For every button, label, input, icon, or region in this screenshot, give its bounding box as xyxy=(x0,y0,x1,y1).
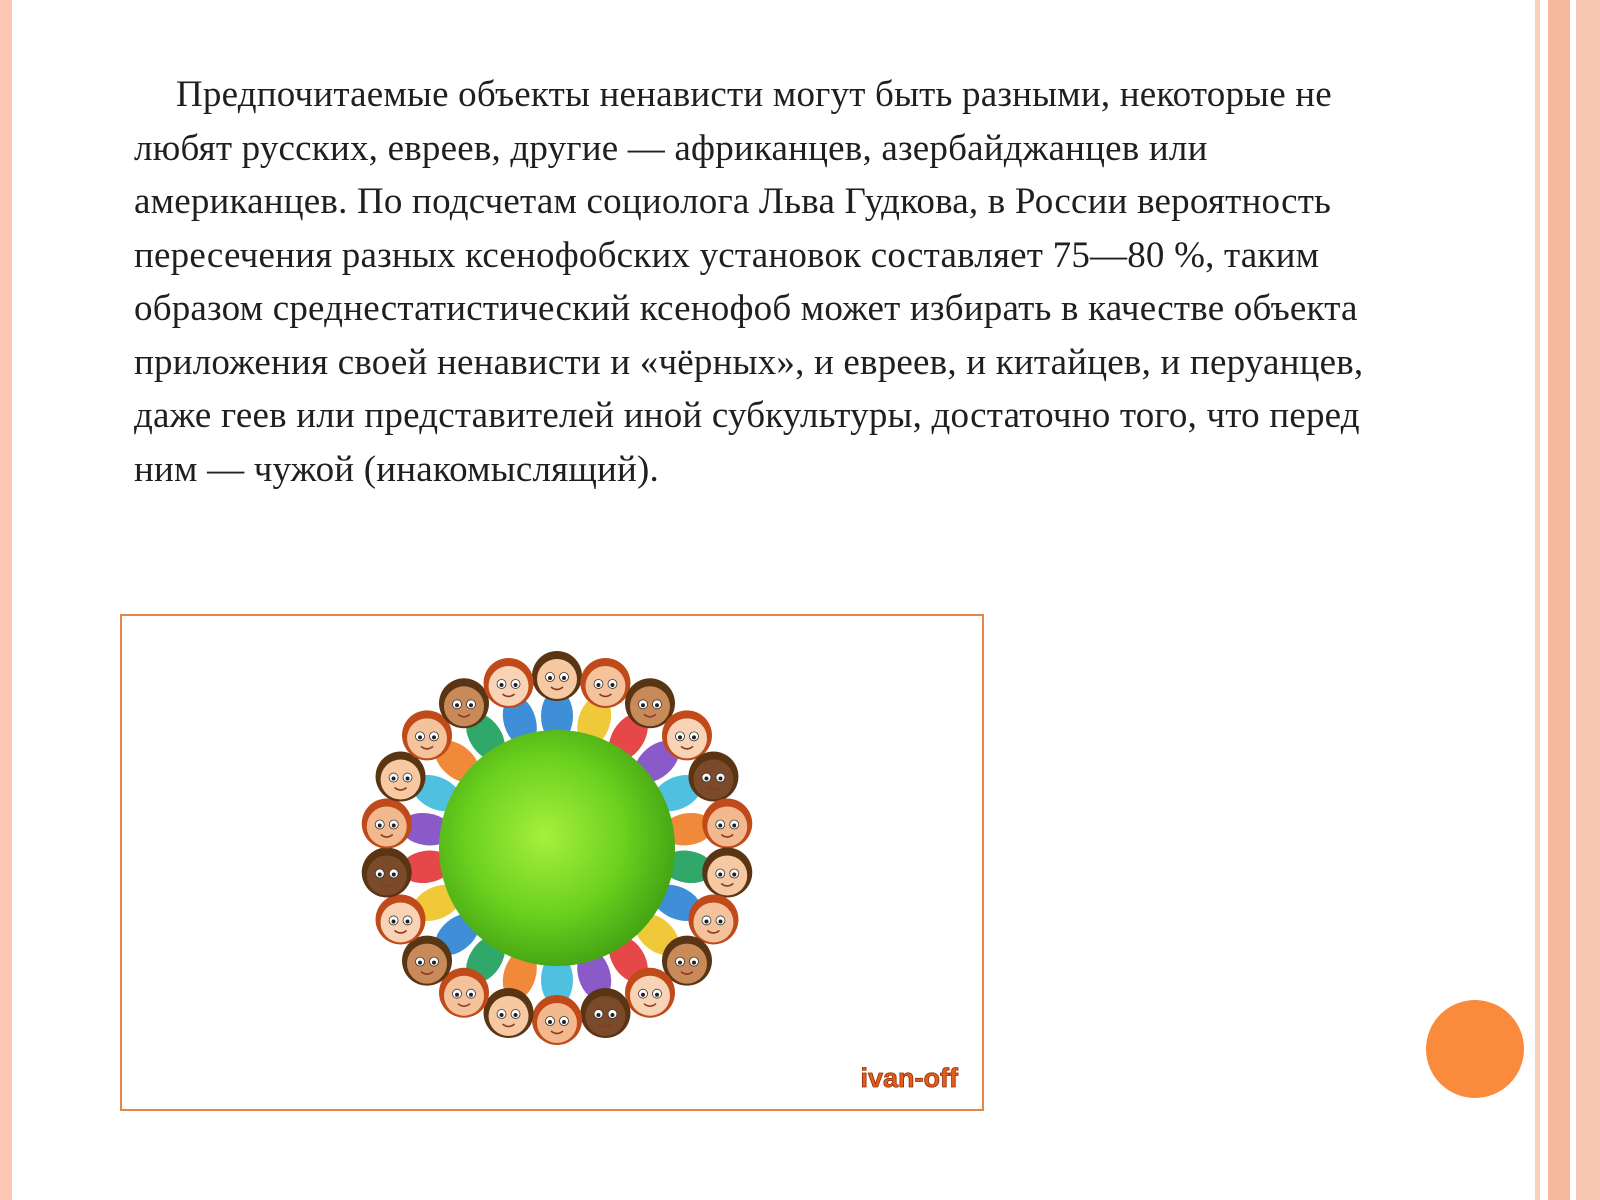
child-pupil xyxy=(514,683,518,687)
child-pupil xyxy=(718,777,722,781)
child-face xyxy=(407,944,447,984)
child-pupil xyxy=(596,683,600,687)
child-face xyxy=(489,996,529,1036)
child-face xyxy=(585,666,625,706)
child-pupil xyxy=(392,824,396,828)
slide-paragraph: Предпочитаемые объекты ненависти могут быть разными, некоторые не любят русских, евреев, другие — африканцев, азербайджанцев или американцев. По подсчетам социолога Льва Гудкова, в России вероятность пересечения разных ксенофобских установок составляет 75—80 %, таким образом среднестатистический ксенофоб может избирать в качестве объекта приложения своей ненависти и «чёрных», и евреев, и китайцев, и перуанцев, даже геев или представителей иной субкультуры, достаточно того, что перед ним — чужой (инакомыслящий). xyxy=(134,74,1364,490)
right-decorative-gap-1 xyxy=(1540,0,1548,1200)
child-pupil xyxy=(548,676,552,680)
child-pupil xyxy=(610,683,614,687)
child-face xyxy=(381,760,421,800)
child-pupil xyxy=(596,1013,600,1017)
child-pupil xyxy=(455,993,459,997)
child-pupil xyxy=(641,703,645,707)
child-pupil xyxy=(500,683,504,687)
green-planet xyxy=(439,730,675,966)
decorative-orange-circle xyxy=(1426,1000,1524,1098)
child-pupil xyxy=(692,735,696,739)
child-pupil xyxy=(718,919,722,923)
child-face xyxy=(630,976,670,1016)
kids-around-planet-illustration xyxy=(122,616,982,1109)
child-pupil xyxy=(378,824,382,828)
child-face xyxy=(489,666,529,706)
child-pupil xyxy=(548,1020,552,1024)
child-pupil xyxy=(378,872,382,876)
child-face xyxy=(367,807,407,847)
child-pupil xyxy=(514,1013,518,1017)
child-face xyxy=(693,760,733,800)
child-pupil xyxy=(392,777,396,781)
right-decorative-stripe-2 xyxy=(1548,0,1570,1200)
child-pupil xyxy=(704,777,708,781)
child-pupil xyxy=(641,993,645,997)
child-pupil xyxy=(692,961,696,965)
child-pupil xyxy=(732,872,736,876)
child-face xyxy=(381,902,421,942)
child-face xyxy=(707,807,747,847)
ivan-off-watermark xyxy=(861,1063,960,1093)
child-pupil xyxy=(418,735,422,739)
child-figure xyxy=(532,651,582,742)
child-face xyxy=(630,686,670,726)
child-pupil xyxy=(732,824,736,828)
child-pupil xyxy=(469,703,473,707)
right-decorative-stripe-3 xyxy=(1576,0,1600,1200)
child-pupil xyxy=(718,872,722,876)
child-pupil xyxy=(455,703,459,707)
child-pupil xyxy=(392,872,396,876)
child-pupil xyxy=(392,919,396,923)
child-pupil xyxy=(562,1020,566,1024)
child-pupil xyxy=(678,961,682,965)
child-face xyxy=(367,855,407,895)
child-pupil xyxy=(432,735,436,739)
illustration-frame xyxy=(120,614,984,1111)
left-decorative-stripe xyxy=(0,0,12,1200)
child-pupil xyxy=(562,676,566,680)
child-pupil xyxy=(704,919,708,923)
child-pupil xyxy=(406,777,410,781)
watermark-text: ivan-off xyxy=(860,1063,958,1093)
child-pupil xyxy=(406,919,410,923)
child-face xyxy=(667,944,707,984)
child-pupil xyxy=(432,961,436,965)
child-pupil xyxy=(469,993,473,997)
child-face xyxy=(693,902,733,942)
child-figure xyxy=(532,954,582,1045)
child-face xyxy=(407,718,447,758)
child-pupil xyxy=(610,1013,614,1017)
child-pupil xyxy=(655,993,659,997)
child-face xyxy=(444,686,484,726)
child-pupil xyxy=(418,961,422,965)
child-pupil xyxy=(678,735,682,739)
child-pupil xyxy=(655,703,659,707)
child-face xyxy=(444,976,484,1016)
child-face xyxy=(537,1003,577,1043)
child-face xyxy=(585,996,625,1036)
child-face xyxy=(537,659,577,699)
child-pupil xyxy=(718,824,722,828)
child-face xyxy=(707,855,747,895)
child-face xyxy=(667,718,707,758)
child-pupil xyxy=(500,1013,504,1017)
